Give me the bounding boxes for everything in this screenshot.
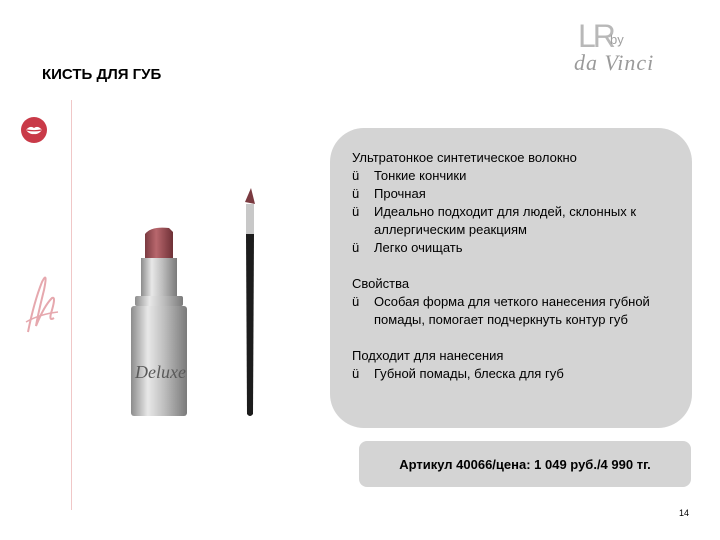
check-icon: ü xyxy=(352,168,360,183)
lips-icon xyxy=(20,116,48,144)
decorative-script-icon xyxy=(18,262,66,342)
logo-davinci: da Vinci xyxy=(574,50,655,75)
check-icon: ü xyxy=(352,294,360,309)
logo-by: by xyxy=(610,32,624,47)
feature-item: ü Тонкие кончики xyxy=(352,168,467,183)
feature-item: ü Прочная xyxy=(352,186,426,201)
logo-lr: LR xyxy=(578,18,613,54)
check-icon: ü xyxy=(352,186,360,201)
info-text xyxy=(352,149,682,383)
check-icon: ü xyxy=(352,204,360,219)
lipstick-label: Deluxe xyxy=(135,362,186,382)
usage-heading: Подходит для нанесения xyxy=(352,348,504,363)
property-item: ü Особая форма для четкого нанесения губной помады, помогает подчеркнуть контур губ xyxy=(352,294,650,327)
price-box xyxy=(359,441,691,487)
page-title: КИСТЬ ДЛЯ ГУБ xyxy=(42,66,162,83)
feature-item: ü Идеально подходит для людей, склонных к аллергическим реакциям xyxy=(352,204,637,237)
lip-brush-icon xyxy=(245,188,255,416)
check-icon: ü xyxy=(352,366,360,381)
product-image xyxy=(115,188,325,428)
feature-item: ü Легко очищать xyxy=(352,240,463,255)
price-text: Артикул 40066/цена: 1 049 руб./4 990 тг. xyxy=(399,456,651,472)
brand-logo xyxy=(570,18,690,78)
page-number: 14 xyxy=(679,508,690,518)
lipstick-icon xyxy=(131,228,187,416)
check-icon: ü xyxy=(352,240,360,255)
features-heading: Ультратонкое синтетическое волокно xyxy=(352,150,577,165)
properties-heading: Свойства xyxy=(352,276,410,291)
usage-item: ü Губной помады, блеска для губ xyxy=(352,366,564,381)
left-divider xyxy=(71,100,72,510)
